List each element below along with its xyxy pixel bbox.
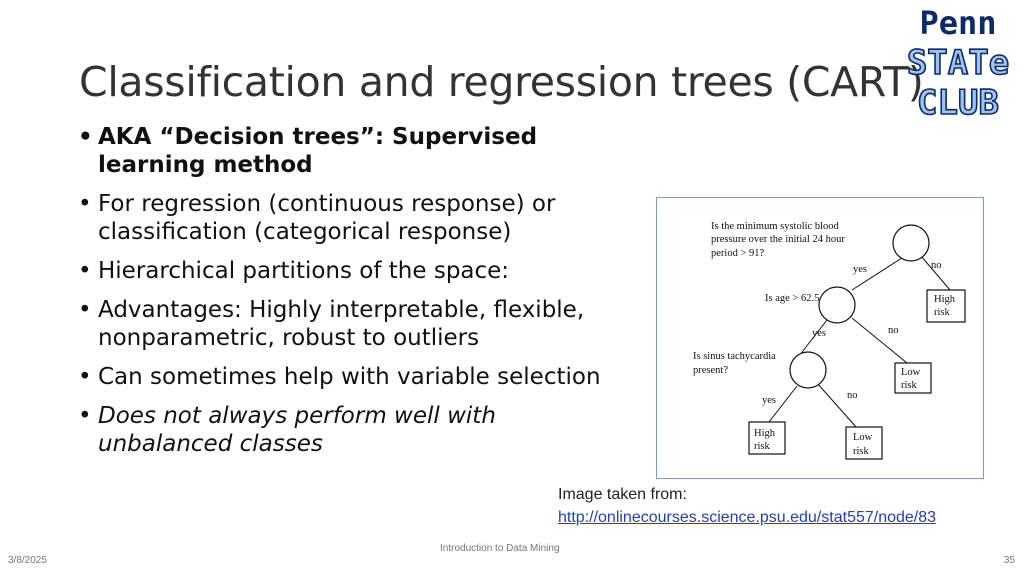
leaf-label: risk [934,307,950,318]
branch-label-yes: yes [762,395,776,406]
decision-tree-diagram [657,198,983,478]
age-node [819,287,855,323]
logo-line-penn: Penn [919,4,997,42]
bullet-item: • Hierarchical partitions of the space: [78,257,618,285]
leaf-label: risk [901,380,917,391]
slide-title: Classification and regression trees (CART) [79,58,924,106]
leaf-label: risk [754,441,770,452]
logo-line-state: STATe [906,43,1010,83]
branch-label-no: no [888,325,899,336]
bullet-item: • AKA “Decision trees”: Supervised learning method [78,123,618,179]
branch-label-no: no [847,390,858,401]
bullet-item: • For regression (continuous response) or classification (categorical response) [78,190,618,246]
edge-age-no [852,318,907,363]
logo-line-club: CLUB [917,83,999,120]
branch-label-yes: yes [853,264,867,275]
branch-label-no: no [931,260,942,271]
sinus-node [790,352,826,388]
question-2: Is age > 62.5 [765,293,820,304]
penn-state-club-logo [897,2,1019,120]
bullet-item: • Can sometimes help with variable selection [78,363,618,391]
leaf-label: risk [853,446,869,457]
footer-date: 3/8/2025 [8,555,47,566]
bullet-item: • Advantages: Highly interpretable, flexible, nonparametric, robust to outliers [78,296,618,352]
image-caption: Image taken from: [558,486,687,503]
footer-course-title: Introduction to Data Mining [440,543,560,554]
question-3-line: present? [693,365,728,376]
question-1-line: period > 91? [711,248,765,259]
leaf-label: Low [901,367,921,378]
source-link[interactable]: http://onlinecourses.science.psu.edu/stat557/node/83 [558,509,937,526]
leaf-label: Low [853,432,873,443]
root-node [893,225,929,261]
question-3-line: Is sinus tachycardia [693,351,776,362]
footer-page-number: 35 [1003,555,1015,566]
bullet-list [78,123,618,469]
branch-label-yes: yes [812,328,826,339]
decision-tree-figure [656,197,984,479]
leaf-label: High [754,428,775,439]
question-1-line: pressure over the initial 24 hour [711,234,845,245]
bullet-item: • Does not always perform well with unbalanced classes [78,402,618,458]
question-1-line: Is the minimum systolic blood [711,221,839,232]
leaf-label: High [934,294,955,305]
